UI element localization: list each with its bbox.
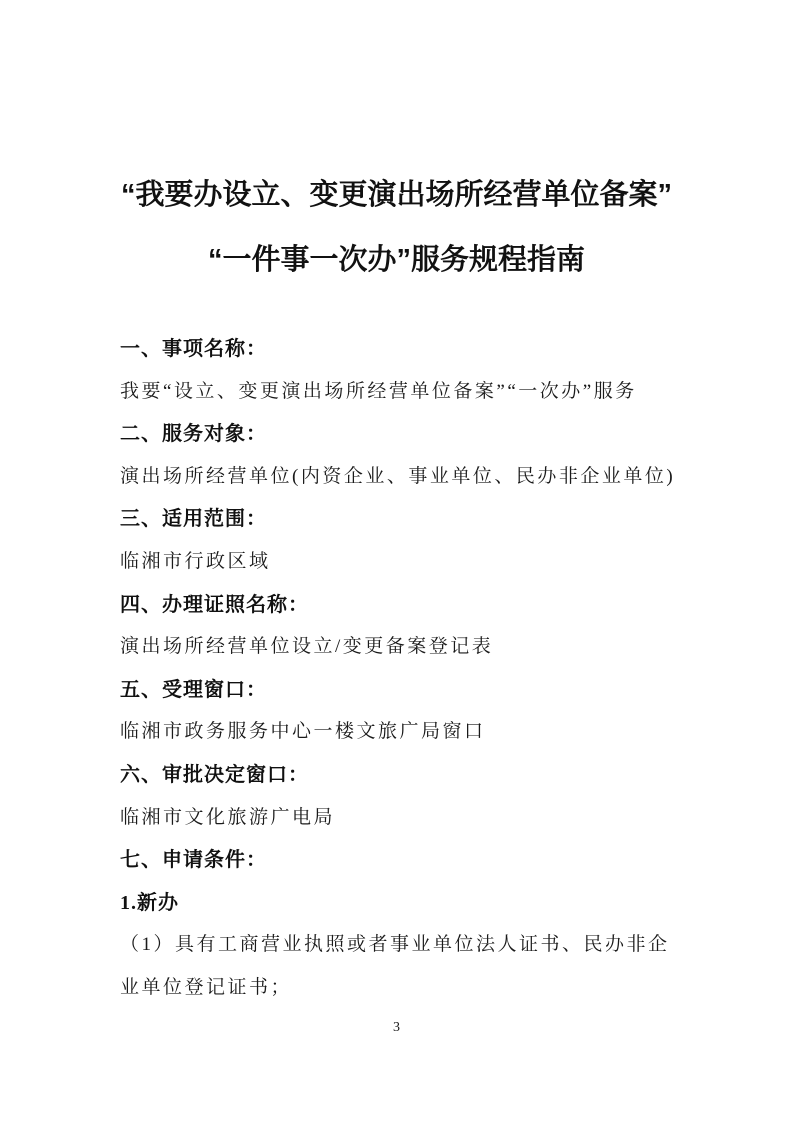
page-number: 3 xyxy=(393,1020,400,1035)
line-heading: 一、事项名称： xyxy=(120,338,267,360)
line-body: 临湘市文化旅游广电局 xyxy=(120,806,336,828)
line-heading: 六、审批决定窗口： xyxy=(120,763,309,786)
line-body: 业单位登记证书； xyxy=(120,976,293,998)
line-heading: 七、申请条件： xyxy=(120,849,267,872)
line-heading: 五、受理窗口： xyxy=(120,678,267,701)
document-body xyxy=(120,328,680,1010)
title-line-1: “我要办设立、变更演出场所经营单位备案” xyxy=(120,179,672,211)
line-heading: 二、服务对象： xyxy=(120,423,267,446)
line-body: 临湘市行政区域 xyxy=(120,550,271,572)
document-title xyxy=(0,163,793,293)
line-body: 演出场所经营单位(内资企业、事业单位、民办非企业单位) xyxy=(120,465,676,487)
line-body: 演出场所经营单位设立/变更备案登记表 xyxy=(120,636,494,658)
title-line-2: “一件事一次办”服务规程指南 xyxy=(207,244,585,276)
line-body: （1）具有工商营业执照或者事业单位法人证书、民办非企 xyxy=(120,934,670,956)
line-body: 临湘市政务服务中心一楼文旅广局窗口 xyxy=(120,721,486,743)
line-body: 我要“设立、变更演出场所经营单位备案”“一次办”服务 xyxy=(120,380,637,402)
line-heading: 四、办理证照名称： xyxy=(120,593,309,616)
line-subheading: 1.新办 xyxy=(120,891,179,914)
line-heading: 三、适用范围： xyxy=(120,508,267,531)
